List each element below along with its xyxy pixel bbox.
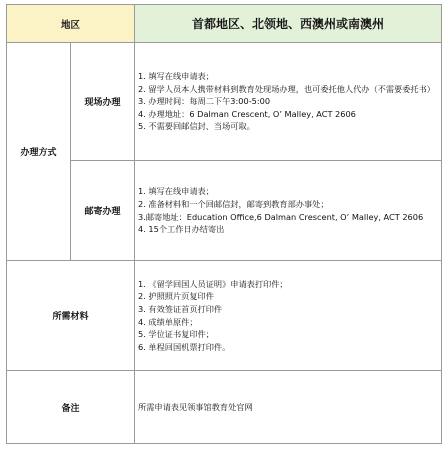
- materials-line: 1. 《留学回国人员证明》申请表打印件；: [138, 278, 288, 289]
- materials-line: 3. 有效签证首页打印件: [138, 303, 223, 314]
- mail-line: 1. 填写在线申请表；: [138, 186, 214, 197]
- onsite-line: 2. 留学人员本人携带材料到教育处现场办理，也可委托他人代办（不需要委托书）: [138, 83, 435, 94]
- onsite-content: [135, 43, 442, 161]
- materials-line: 5. 学位证书复印件；: [138, 329, 214, 340]
- info-table-container: [6, 4, 441, 446]
- materials-row: [7, 261, 442, 371]
- mail-line: 2. 准备材料和一个回邮信封，邮寄到教育部办事处；: [138, 198, 329, 209]
- onsite-line: 4. 办理地址：6 Dalman Crescent, O’ Malley, ACT 2606: [138, 108, 356, 119]
- materials-line: 2. 护照照片页复印件: [138, 291, 214, 302]
- mail-row: [7, 161, 442, 261]
- methods-label: 办理方式: [7, 43, 71, 261]
- notes-row: [7, 371, 442, 444]
- onsite-line: 3. 办理时间：每周二下午3:00-5:00: [138, 96, 271, 107]
- notes-content: 所需申请表见领事馆教育处官网: [135, 371, 442, 444]
- mail-line: 3.邮寄地址：Education Office,6 Dalman Crescent, O’ Malley, ACT 2606: [138, 211, 424, 222]
- mail-label: 邮寄办理: [71, 161, 135, 261]
- onsite-line: 1. 填写在线申请表；: [138, 71, 214, 82]
- materials-label: 所需材料: [7, 261, 135, 371]
- header-row: [7, 5, 442, 43]
- header-region-value: 首都地区、北领地、西澳州或南澳州: [135, 5, 442, 43]
- onsite-row: [7, 43, 442, 161]
- materials-content: [135, 261, 442, 371]
- onsite-label: 现场办理: [71, 43, 135, 161]
- materials-line: 6. 单程回国机票打印件。: [138, 341, 231, 352]
- materials-line: 4. 成绩单原件；: [138, 316, 198, 327]
- onsite-line: 5. 不需要回邮信封、当场可取。: [138, 121, 255, 132]
- header-region-label: 地区: [7, 5, 135, 43]
- notes-label: 备注: [7, 371, 135, 444]
- mail-content: [135, 161, 442, 261]
- info-table: [6, 4, 442, 444]
- mail-line: 4. 15个工作日办结寄出: [138, 224, 225, 235]
